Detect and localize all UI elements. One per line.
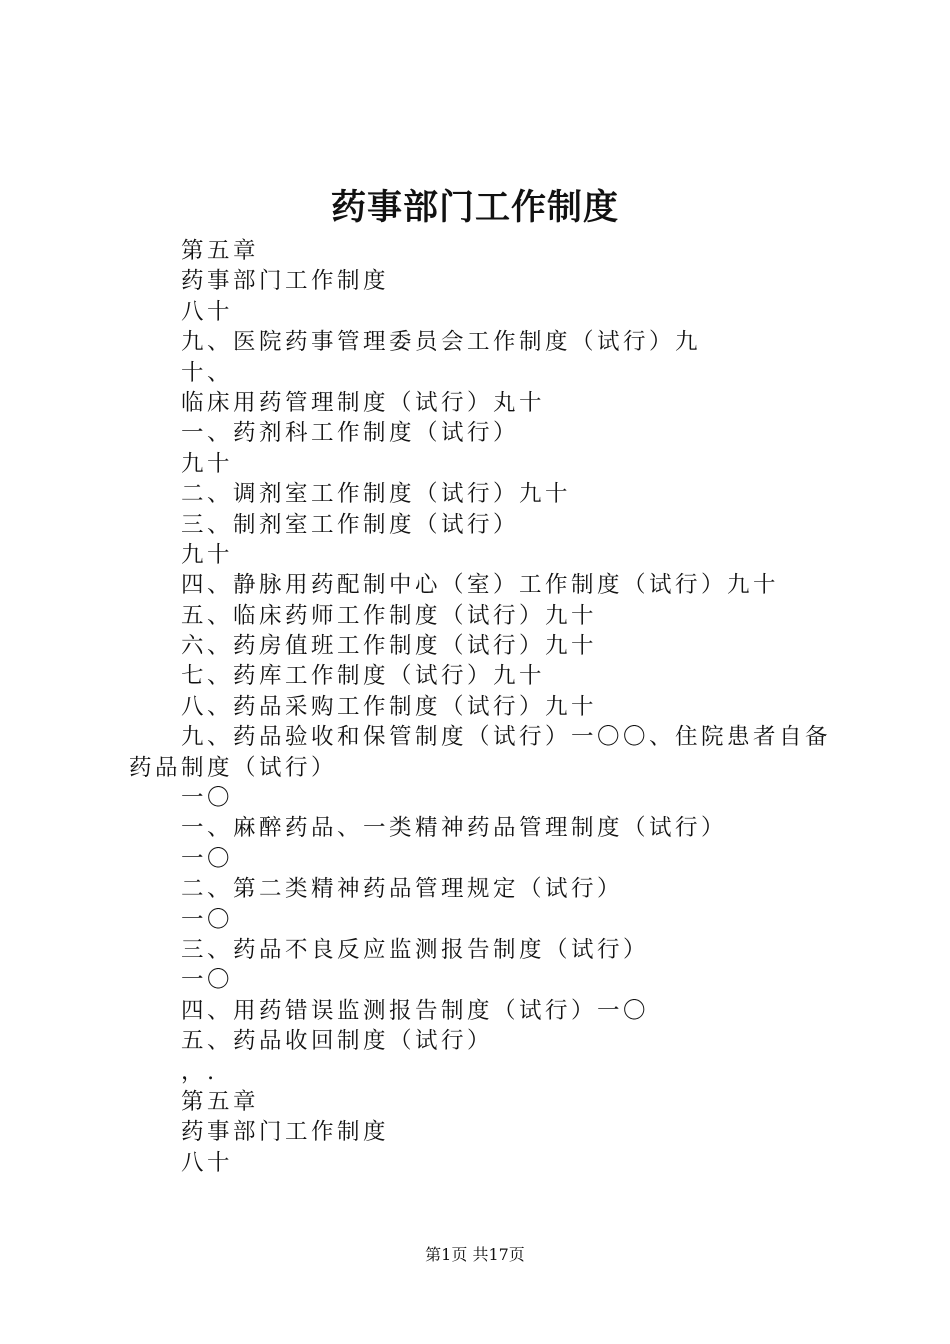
- page-footer: 第1页 共17页: [425, 1245, 525, 1264]
- body-line: 第五章: [181, 238, 260, 264]
- body-line: 九十: [181, 541, 234, 568]
- body-line: 八十: [181, 298, 234, 325]
- body-line: 八十: [181, 1149, 234, 1176]
- body-line: 二、第二类精神药品管理规定（试行）: [181, 876, 624, 903]
- body-line: 五、临床药师工作制度（试行）九十: [181, 602, 598, 629]
- body-line: 三、制剂室工作制度（试行）: [181, 511, 520, 538]
- body-line: 一〇: [181, 967, 234, 994]
- body-line: 八、药品采购工作制度（试行）九十: [181, 693, 598, 720]
- body-line: 九十: [181, 450, 234, 477]
- body-line: 九、医院药事管理委员会工作制度（试行）九: [181, 329, 702, 356]
- body-line: 二、调剂室工作制度（试行）九十: [181, 481, 572, 508]
- body-line: 十、: [181, 359, 234, 386]
- document-title: 药事部门工作制度: [330, 187, 619, 228]
- body-line: 九、药品验收和保管制度（试行）一〇〇、住院患者自备: [181, 724, 832, 751]
- body-line: 一〇: [181, 906, 234, 933]
- body-line: 四、用药错误监测报告制度（试行）一〇: [181, 997, 650, 1024]
- body-line: 一〇: [181, 785, 234, 812]
- body-line: 一、麻醉药品、一类精神药品管理制度（试行）: [181, 815, 728, 842]
- document-body: [129, 236, 832, 1178]
- body-line: 一、药剂科工作制度（试行）: [181, 420, 520, 447]
- body-line: ，.: [181, 1058, 218, 1085]
- body-line: 药品制度（试行）: [129, 754, 338, 781]
- body-line: 临床用药管理制度（试行）丸十: [181, 389, 546, 416]
- body-line: 药事部门工作制度: [181, 1119, 390, 1146]
- body-line: 六、药房值班工作制度（试行）九十: [181, 633, 598, 660]
- body-line: 四、静脉用药配制中心（室）工作制度（试行）九十: [181, 572, 780, 599]
- body-line: 一〇: [181, 845, 234, 872]
- body-line: 五、药品收回制度（试行）: [181, 1028, 494, 1055]
- body-line: 第五章: [181, 1088, 260, 1115]
- body-line: 三、药品不良反应监测报告制度（试行）: [181, 936, 650, 963]
- body-line: 七、药库工作制度（试行）九十: [181, 663, 546, 690]
- body-line: 药事部门工作制度: [181, 268, 390, 295]
